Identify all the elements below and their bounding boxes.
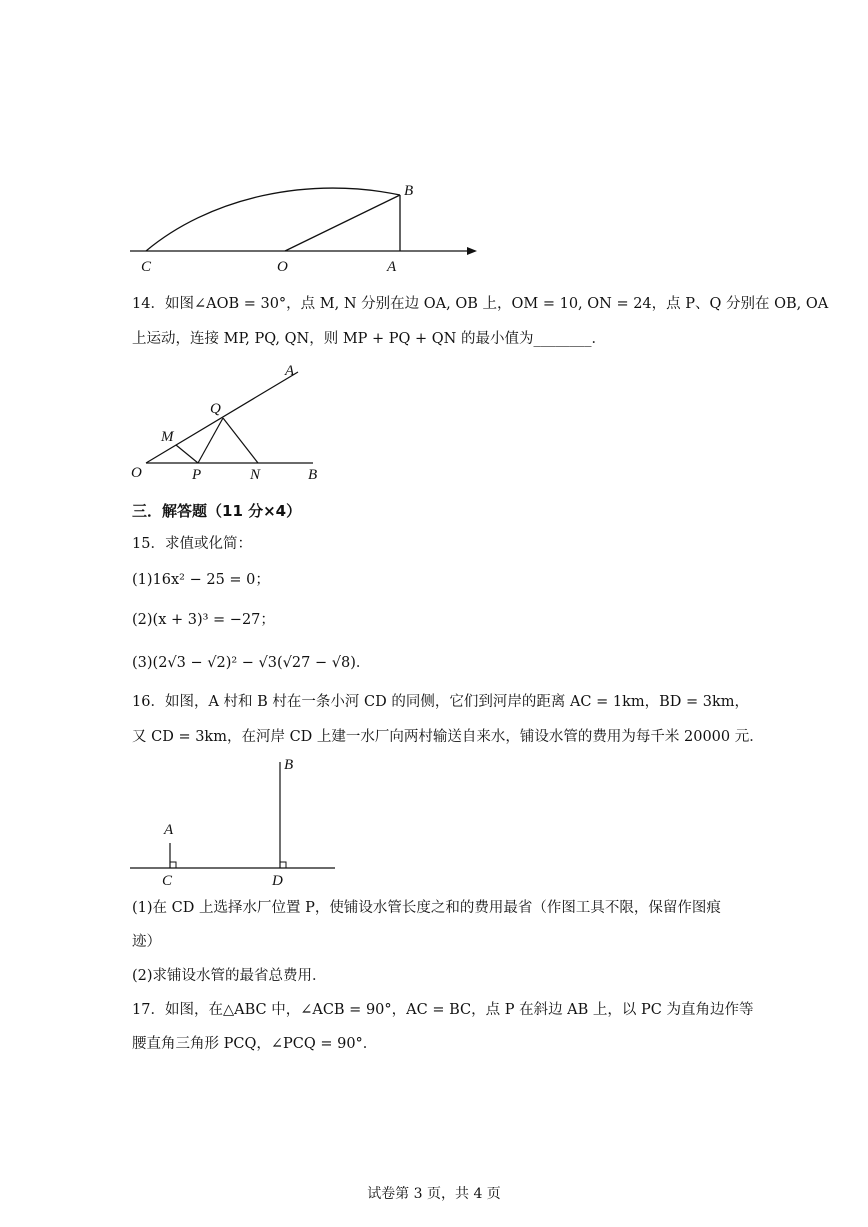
- point-label-A: A: [164, 822, 174, 838]
- q16-part-1-line-1: (1)在 CD 上选择水厂位置 P，使铺设水管长度之和的费用最省（作图工具不限，保留作图痕: [132, 900, 721, 916]
- point-label-M: M: [161, 429, 174, 445]
- point-label-A: A: [387, 259, 397, 275]
- q17-line-2: 腰直角三角形 PCQ，∠PCQ = 90°．: [132, 1036, 378, 1052]
- section-title: 三．解答题（11 分×4）: [132, 502, 302, 520]
- q14-line-2: 上运动，连接 MP, PQ, QN，则 MP + PQ + QN 的最小值为________．: [132, 331, 606, 347]
- point-label-N: N: [250, 467, 261, 483]
- semicircle-figure: [125, 100, 490, 284]
- river-figure: [125, 752, 340, 896]
- q15-part-1: (1)16x² − 25 = 0；: [132, 572, 270, 588]
- point-label-C: C: [162, 873, 173, 889]
- q15-stem: 15．求值或化简：: [132, 536, 252, 552]
- point-label-B: B: [308, 467, 318, 483]
- point-label-O: O: [131, 465, 142, 481]
- q15-part-2: (2)(x + 3)³ = −27；: [132, 612, 275, 628]
- q15-part-3: (3)(2√3 − √2)² − √3(√27 − √8)．: [132, 655, 371, 671]
- point-label-Q: Q: [210, 401, 221, 417]
- q16-part-1-line-2: 迹）: [132, 934, 161, 950]
- point-label-O: O: [277, 259, 288, 275]
- q16-line-1: 16．如图，A 村和 B 村在一条小河 CD 的同侧，它们到河岸的距离 AC = 1km，BD = 3km，: [132, 694, 750, 710]
- point-label-P: P: [192, 467, 202, 483]
- q14-line-1: 14．如图∠AOB = 30°，点 M, N 分别在边 OA, OB 上，OM = 10, ON = 24，点 P、Q 分别在 OB, OA: [132, 296, 829, 312]
- q16-line-2: 又 CD = 3km，在河岸 CD 上建一水厂向两村输送自来水，铺设水管的费用为每千米 20000 元．: [132, 729, 764, 745]
- q17-line-1: 17．如图，在△ABC 中，∠ACB = 90°，AC = BC，点 P 在斜边 AB 上，以 PC 为直角边作等: [132, 1002, 754, 1018]
- page-footer: 试卷第 3 页，共 4 页: [367, 1186, 501, 1202]
- angle-figure: [128, 360, 333, 489]
- point-label-A: A: [285, 363, 295, 379]
- point-label-D: D: [272, 873, 283, 889]
- q16-part-2: (2)求铺设水管的最省总费用．: [132, 968, 327, 984]
- point-label-B: B: [404, 183, 414, 199]
- point-label-C: C: [141, 259, 152, 275]
- point-label-B: B: [284, 757, 294, 773]
